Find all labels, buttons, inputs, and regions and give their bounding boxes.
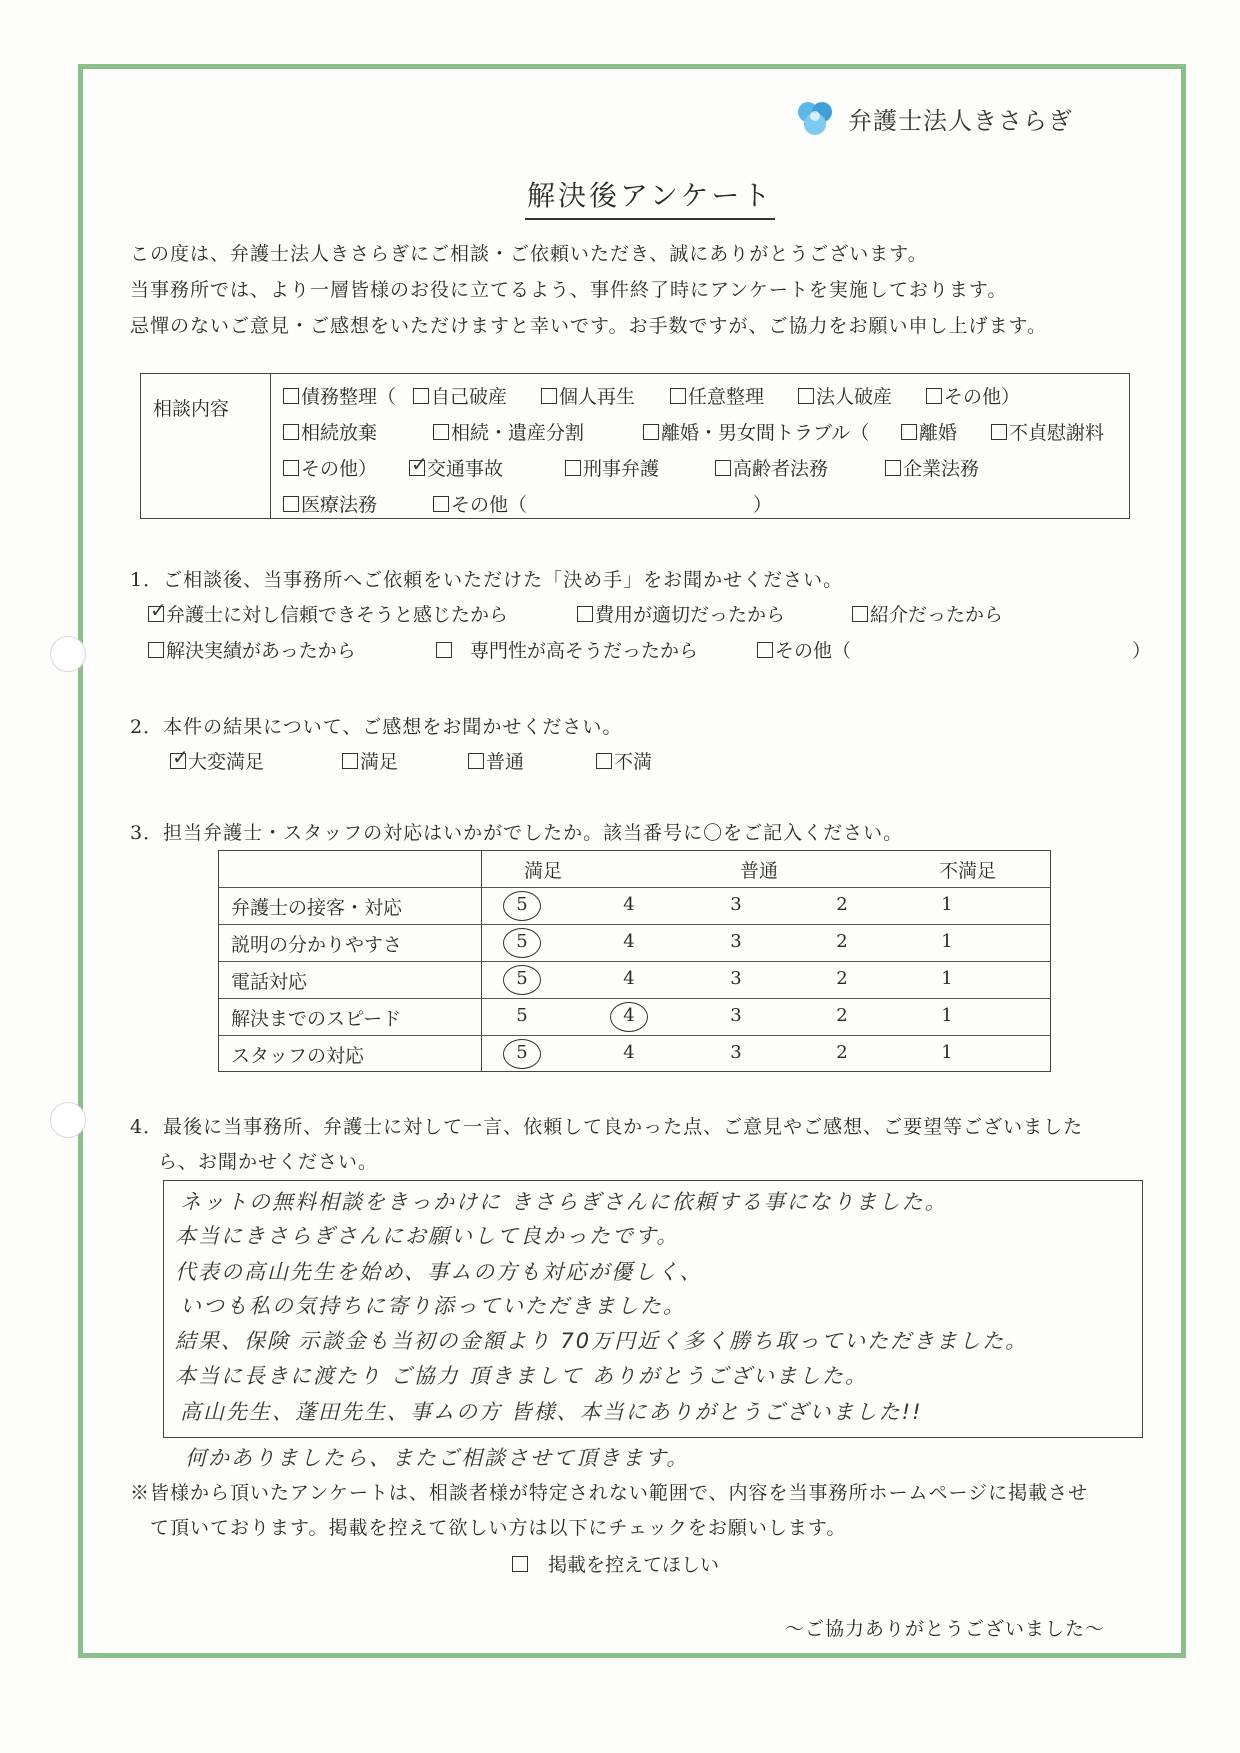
rating-value[interactable]: 4 (623, 1042, 635, 1063)
table-rule (219, 924, 1050, 925)
checkbox-checked[interactable] (148, 606, 164, 622)
table-rule (219, 1035, 1050, 1036)
rating-row-label: 電話対応 (231, 971, 308, 993)
table-rule (219, 998, 1050, 999)
header-dissatisfied: 不満足 (939, 860, 997, 882)
selected-circle (503, 965, 541, 995)
rating-row-label: 弁護士の接客・対応 (231, 897, 403, 919)
rating-value[interactable]: 3 (730, 1005, 742, 1026)
table-rule (219, 887, 1050, 888)
page-title: 解決後アンケート (525, 174, 775, 220)
checkbox[interactable] (413, 388, 429, 404)
rating-value[interactable]: 1 (941, 931, 953, 952)
comment-line: いつも私の気持ちに寄り添っていただきました。 (180, 1294, 686, 1318)
rating-value[interactable]: 1 (941, 968, 953, 989)
option-label: 費用が適切だったから (595, 604, 786, 626)
intro-line: この度は、弁護士法人きさらぎにご相談・ご依頼いただき、誠にありがとうございます。 (130, 243, 928, 265)
rating-row-label: 解決までのスピード (231, 1008, 402, 1030)
option-label: 専門性が高そうだったから (470, 640, 699, 662)
header-neutral: 普通 (740, 860, 779, 882)
question-1: 1．ご相談後、当事務所へご依頼をいただけた「決め手」をお聞かせください。 (130, 569, 844, 591)
comment-line: 結果、保険 示談金も当初の金額より 70万円近く多く勝ち取っていただきました。 (175, 1329, 1029, 1353)
option-label: 不満 (614, 751, 653, 773)
option-label: 任意整理 (688, 386, 765, 408)
intro-text (130, 236, 1047, 344)
header-satisfied: 満足 (524, 860, 563, 882)
question-4-cont: ら、お聞かせください。 (158, 1151, 379, 1173)
logo-icon (792, 98, 838, 138)
selected-circle (503, 891, 541, 921)
checkbox[interactable] (436, 642, 452, 658)
close-paren: ） (1132, 640, 1152, 662)
consultation-label: 相談内容 (141, 374, 271, 518)
close-paren: ） (753, 494, 773, 516)
option-label: 企業法務 (903, 458, 980, 480)
option-label: 解決実績があったから (166, 640, 356, 662)
checkbox[interactable] (901, 424, 917, 440)
option-label: 弁護士に対し信頼できそうと感じたから (166, 604, 509, 626)
rating-value[interactable]: 5 (516, 931, 528, 952)
checkbox-checked[interactable] (170, 753, 186, 769)
option-label: 法人破産 (816, 386, 893, 408)
option-label: 不貞慰謝料 (1009, 422, 1105, 444)
checkbox[interactable] (148, 642, 164, 658)
checkbox[interactable] (926, 388, 942, 404)
option-label: 離婚・男女間トラブル（ (661, 422, 870, 444)
rating-value[interactable]: 3 (730, 931, 742, 952)
rating-value[interactable]: 1 (941, 894, 953, 915)
question-2: 2．本件の結果について、ご感想をお聞かせください。 (130, 716, 623, 738)
checkbox[interactable] (342, 753, 358, 769)
checkbox-checked[interactable] (409, 460, 425, 476)
notice-line: ※皆様から頂いたアンケートは、相談者様が特定されない範囲で、内容を当事務所ホームページに掲載させ (130, 1482, 1089, 1504)
option-label: 相続・遺産分割 (451, 422, 585, 444)
checkbox[interactable] (596, 753, 612, 769)
selected-circle (503, 1039, 541, 1069)
logo-text: 弁護士法人きさらぎ (848, 106, 1073, 135)
checkbox[interactable] (283, 388, 299, 404)
rating-value[interactable]: 2 (836, 968, 848, 989)
checkbox[interactable] (757, 642, 773, 658)
rating-value[interactable]: 1 (941, 1042, 953, 1063)
rating-value[interactable]: 5 (516, 1042, 528, 1063)
option-label: 離婚 (919, 422, 958, 444)
option-label: その他（ (775, 640, 852, 662)
checkbox[interactable] (643, 424, 659, 440)
checkbox[interactable] (852, 606, 868, 622)
checkbox[interactable] (885, 460, 901, 476)
checkbox[interactable] (468, 753, 484, 769)
option-label: 個人再生 (559, 386, 636, 408)
comment-line: 何かありましたら、またご相談させて頂きます。 (185, 1446, 690, 1470)
question-4 (130, 1112, 1083, 1139)
rating-value[interactable]: 5 (516, 968, 528, 989)
checkbox[interactable] (798, 388, 814, 404)
option-label: 債務整理（ (301, 386, 397, 408)
option-label: その他） (301, 458, 378, 480)
rating-value[interactable]: 2 (836, 1042, 848, 1063)
intro-line: 忌憚のないご意見・ご感想をいただけますと幸いです。お手数ですが、ご協力をお願い申し上げます。 (130, 315, 1047, 337)
option-label: 高齢者法務 (733, 458, 829, 480)
checkbox[interactable] (565, 460, 581, 476)
rating-value[interactable]: 4 (623, 894, 635, 915)
notice-line: て頂いております。掲載を控えて欲しい方は以下にチェックをお願いします。 (150, 1517, 847, 1539)
checkbox[interactable] (283, 496, 299, 512)
checkbox[interactable] (433, 496, 449, 512)
option-label: 普通 (486, 751, 525, 773)
rating-value[interactable]: 3 (730, 1042, 742, 1063)
rating-value[interactable]: 3 (730, 894, 742, 915)
consultation-table (140, 373, 1130, 519)
option-label: 交通事故 (427, 458, 504, 480)
selected-circle (610, 1002, 648, 1032)
selected-circle (503, 928, 541, 958)
checkbox[interactable] (541, 388, 557, 404)
optout-checkbox[interactable] (512, 1556, 528, 1572)
rating-value[interactable]: 2 (836, 1005, 848, 1026)
punch-hole-bottom (50, 1102, 86, 1138)
rating-value[interactable]: 2 (836, 894, 848, 915)
option-label: 刑事弁護 (583, 458, 660, 480)
checkbox[interactable] (715, 460, 731, 476)
rating-value[interactable]: 2 (836, 931, 848, 952)
question-3: 3．担当弁護士・スタッフの対応はいかがでしたか。該当番号に〇をご記入ください。 (130, 822, 904, 844)
rating-row-label: 説明の分かりやすさ (231, 934, 403, 956)
checkbox[interactable] (433, 424, 449, 440)
option-label: 自己破産 (431, 386, 508, 408)
option-label: 紹介だったから (870, 604, 1004, 626)
checkbox[interactable] (670, 388, 686, 404)
checkbox[interactable] (283, 424, 299, 440)
option-label: 医療法務 (301, 494, 378, 516)
comment-line: ネットの無料相談をきっかけに きさらぎさんに依頼する事になりました。 (180, 1190, 948, 1214)
comment-line: 高山先生、蓬田先生、事ムの方 皆様、本当にありがとうございました!! (180, 1400, 923, 1424)
question-4-text: た (1063, 1116, 1084, 1138)
option-label: 満足 (360, 751, 399, 773)
question-4-text: 4．最後に当事務所、弁護士に対して一言、依頼して良かった点、ご意見やご感想、ご要望等ございまし (130, 1116, 1064, 1138)
checkbox[interactable] (991, 424, 1007, 440)
comment-line: 代表の高山先生を始め、事ムの方も対応が優しく、 (175, 1260, 703, 1284)
rating-value[interactable]: 1 (941, 1005, 953, 1026)
checkbox[interactable] (577, 606, 593, 622)
checkbox[interactable] (283, 460, 299, 476)
rating-value[interactable]: 3 (730, 968, 742, 989)
rating-table (218, 850, 1051, 1072)
closing-thanks: ～ご協力ありがとうございました～ (785, 1618, 1106, 1640)
option-label: その他） (944, 386, 1021, 408)
rating-value[interactable]: 4 (623, 968, 635, 989)
rating-value[interactable]: 4 (623, 931, 635, 952)
rating-value[interactable]: 5 (516, 894, 528, 915)
option-label: 相続放棄 (301, 422, 378, 444)
option-label: その他（ (451, 494, 528, 516)
rating-value[interactable]: 4 (623, 1005, 635, 1026)
comment-line: 本当にきさらぎさんにお願いして良かったです。 (175, 1224, 680, 1248)
table-rule (219, 961, 1050, 962)
rating-row-label: スタッフの対応 (231, 1045, 365, 1067)
logo (792, 98, 1073, 138)
comment-line: 本当に長きに渡たり ご協力 頂きまして ありがとうございました。 (175, 1364, 869, 1388)
rating-value[interactable]: 5 (516, 1005, 528, 1026)
intro-line: 当事務所では、より一層皆様のお役に立てるよう、事件終了時にアンケートを実施しております。 (130, 279, 1008, 301)
option-label: 大変満足 (188, 751, 265, 773)
punch-hole-top (50, 636, 86, 672)
optout-label: 掲載を控えてほしい (548, 1554, 720, 1576)
